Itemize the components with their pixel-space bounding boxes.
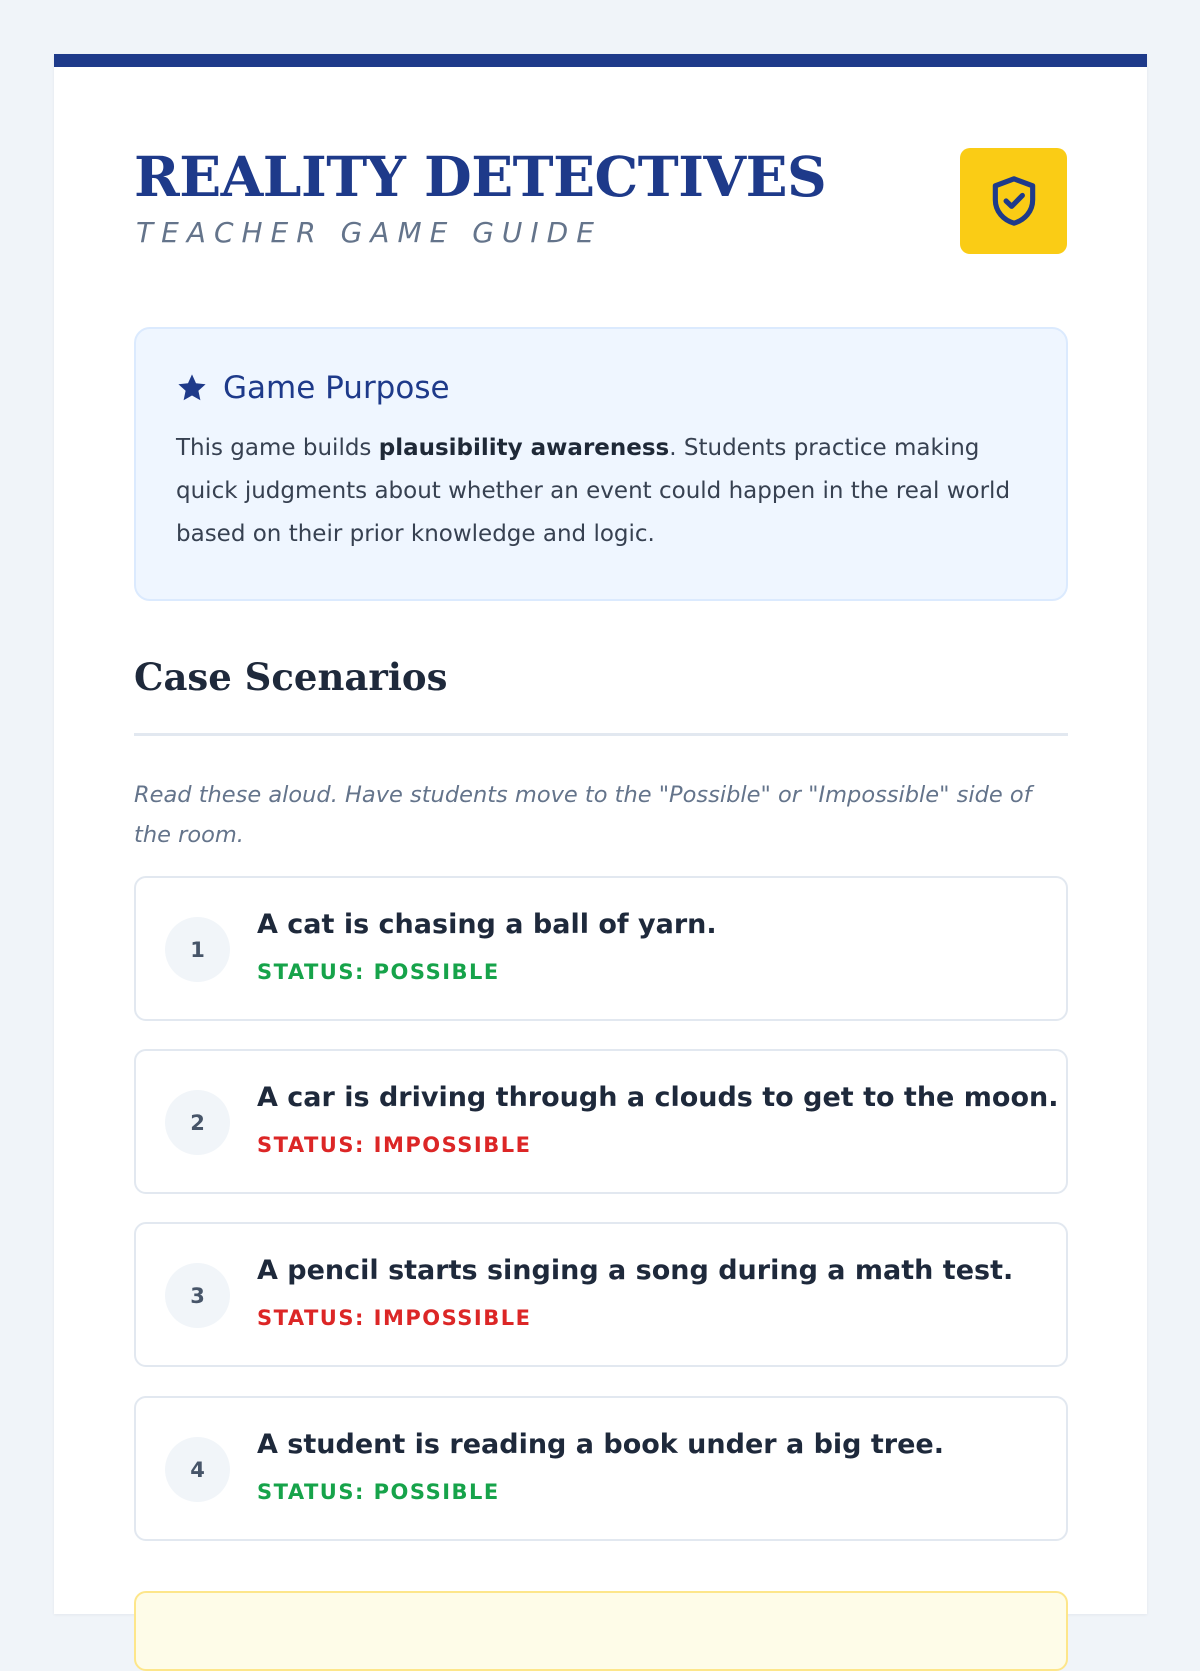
purpose-text-start: This game builds bbox=[176, 435, 379, 461]
scenario-status: STATUS: POSSIBLE bbox=[257, 960, 500, 984]
scenario-number: 2 bbox=[165, 1090, 230, 1155]
purpose-text-bold: plausibility awareness bbox=[378, 435, 670, 461]
scenario-text: A car is driving through a clouds to get to the moon. bbox=[257, 1082, 1059, 1113]
scenario-status: STATUS: IMPOSSIBLE bbox=[257, 1133, 532, 1157]
tip-box bbox=[134, 1591, 1068, 1671]
shield-badge bbox=[960, 148, 1067, 254]
scenario-text: A student is reading a book under a big tree. bbox=[257, 1429, 944, 1460]
scenario-card bbox=[134, 1049, 1068, 1194]
page-title: REALITY DETECTIVES bbox=[134, 144, 827, 209]
scenario-status: STATUS: POSSIBLE bbox=[257, 1480, 500, 1504]
section-divider bbox=[134, 733, 1068, 736]
section-instruction: Read these aloud. Have students move to the "Possible" or "Impossible" side of the room. bbox=[134, 782, 1032, 848]
guide-card bbox=[54, 54, 1147, 1614]
scenario-card bbox=[134, 1222, 1068, 1367]
scenario-status: STATUS: IMPOSSIBLE bbox=[257, 1306, 532, 1330]
star-icon bbox=[176, 372, 208, 404]
scenario-text: A pencil starts singing a song during a math test. bbox=[257, 1255, 1014, 1286]
scenario-number: 4 bbox=[165, 1437, 230, 1502]
section-title: Case Scenarios bbox=[134, 655, 448, 699]
purpose-description bbox=[176, 427, 1026, 556]
scenario-number: 1 bbox=[165, 917, 230, 982]
scenario-card bbox=[134, 876, 1068, 1021]
scenario-text: A cat is chasing a ball of yarn. bbox=[257, 909, 717, 940]
game-purpose-box bbox=[134, 327, 1068, 601]
purpose-heading bbox=[176, 369, 450, 406]
shield-check-icon bbox=[986, 173, 1042, 229]
scenario-number: 3 bbox=[165, 1263, 230, 1328]
scenario-card bbox=[134, 1396, 1068, 1541]
purpose-title: Game Purpose bbox=[223, 369, 450, 406]
page-subtitle: TEACHER GAME GUIDE bbox=[136, 216, 602, 249]
purpose-text-end: . Students practice making quick judgments about whether an event could happen in the real world based on their prior knowledge and logic. bbox=[176, 435, 1011, 547]
